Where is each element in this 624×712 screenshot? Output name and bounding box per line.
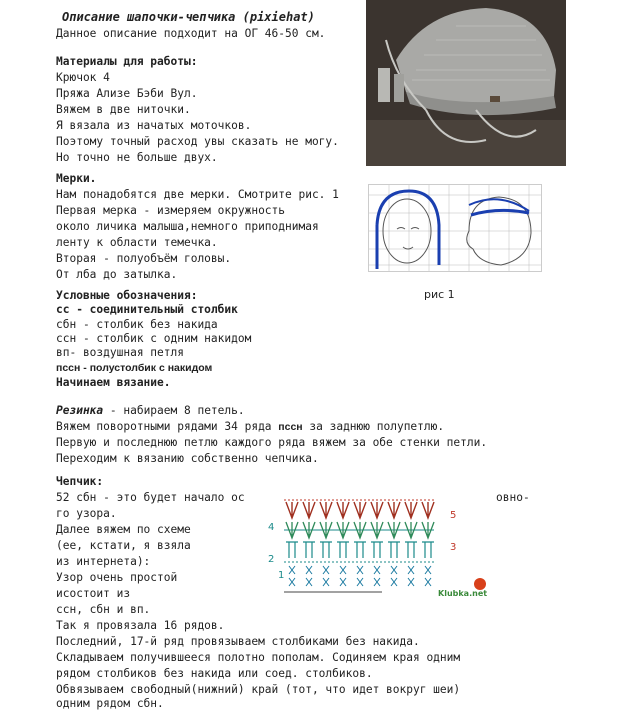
rib-title: Резинка — [56, 404, 104, 417]
bonnet-line: Последний, 17-й ряд провязываем столбиками без накида. — [56, 635, 420, 648]
stitch-single — [425, 566, 431, 586]
materials-line: Пряжа Ализе Бэби Вул. — [56, 87, 198, 100]
row-number: 5 — [450, 510, 457, 521]
watermark: Klubka.net — [438, 589, 488, 598]
legend-line: вп- воздушная петля — [56, 346, 184, 359]
rib-line-2 — [56, 419, 444, 435]
bonnet-line: Обвязываем свободный(нижний) край (тот, что идет вокруг шеи) — [56, 683, 461, 696]
bonnet-heading: Чепчик: — [56, 475, 104, 488]
hat-photo — [366, 0, 566, 166]
head-measure-figure — [368, 184, 542, 272]
chart-stitches — [286, 502, 434, 586]
legend-line: сбн - столбик без накида — [56, 318, 218, 331]
materials-line: Вяжем в две ниточки. — [56, 103, 191, 116]
stitch-double — [371, 542, 383, 558]
measures-line: около личика малыша,немного приподнимая — [56, 220, 319, 233]
bonnet-line: одним рядом сбн. — [56, 697, 164, 710]
measures-line: Вторая - полуобъём головы. — [56, 252, 232, 265]
stitch-single — [323, 566, 329, 586]
measures-line: ленту к области темечка. — [56, 236, 218, 249]
stitch-fan — [371, 502, 383, 518]
hat-illustration — [366, 0, 566, 166]
crochet-chart — [262, 492, 496, 602]
bonnet-line: (ее, кстати, я взяла — [56, 539, 191, 552]
rib-text: за заднюю полупетлю. — [302, 420, 445, 433]
bonnet-line-end: овно- — [496, 491, 530, 504]
rib-text: Вяжем поворотными рядами 34 ряда — [56, 420, 279, 433]
legend-heading: Условные обозначения: — [56, 289, 198, 302]
bonnet-line: Узор очень простой — [56, 571, 178, 584]
legend-line: пссн - полустолбик с накидом — [56, 362, 213, 374]
stitch-single — [289, 566, 295, 586]
measures-line: Первая мерка - измеряем окружность — [56, 204, 286, 217]
stitch-single — [391, 566, 397, 586]
stitch-double — [303, 542, 315, 558]
measures-line: Нам понадобятся две мерки. Смотрите рис. 1 — [56, 188, 339, 201]
bonnet-line: Складываем получившееся полотно пополам. Содиняем края одним — [56, 651, 461, 664]
bonnet-line: рядом столбиков без накида или соед. столбиков. — [56, 667, 373, 680]
stitch-fan — [422, 502, 434, 518]
stitch-single — [374, 566, 380, 586]
stitch-double — [405, 542, 417, 558]
rib-line-1 — [56, 403, 245, 419]
stitch-fan — [354, 502, 366, 518]
stitch-fan — [405, 502, 417, 518]
materials-line: Крючок 4 — [56, 71, 110, 84]
stitch-double — [388, 542, 400, 558]
figure-caption: рис 1 — [424, 288, 455, 301]
legend-line: ссн - столбик с одним накидом — [56, 332, 252, 345]
legend-line: сс - соединительный столбик — [56, 303, 238, 316]
materials-heading: Материалы для работы: — [56, 55, 198, 68]
row-number: 4 — [268, 522, 275, 533]
stitch-fan — [337, 502, 349, 518]
stitch-single — [306, 566, 312, 586]
bonnet-line: из интернета): — [56, 555, 151, 568]
bonnet-line: исостоит из — [56, 587, 131, 600]
bonnet-line: 52 сбн - это будет начало ос — [56, 491, 245, 504]
crochet-chart-svg — [262, 492, 496, 602]
stitch-fan — [320, 502, 332, 518]
measures-heading: Мерки. — [56, 172, 97, 185]
stitch-fan — [303, 502, 315, 518]
bonnet-line: Далее вяжем по схеме — [56, 523, 191, 536]
stitch-double — [286, 542, 298, 558]
stitch-double — [320, 542, 332, 558]
bonnet-line: Так я провязала 16 рядов. — [56, 619, 225, 632]
rib-stitch-label: пссн — [278, 421, 303, 433]
stitch-double — [337, 542, 349, 558]
stitch-single — [357, 566, 363, 586]
row-number: 1 — [278, 570, 285, 581]
measures-line: От лба до затылка. — [56, 268, 178, 281]
rib-line-3: Первую и последнюю петлю каждого ряда вяжем за обе стенки петли. — [56, 436, 488, 449]
stitch-double — [422, 542, 434, 558]
bonnet-line: го узора. — [56, 507, 117, 520]
stitch-double — [354, 542, 366, 558]
stitch-fan — [388, 502, 400, 518]
stitch-fan — [286, 502, 298, 518]
start-heading: Начинаем вязание. — [56, 376, 171, 389]
row-number: 2 — [268, 554, 275, 565]
rib-line-4: Переходим к вязанию собственно чепчика. — [56, 452, 319, 465]
head-measure-diagram — [369, 185, 541, 271]
bonnet-line: ссн, сбн и вп. — [56, 603, 151, 616]
rib-text: - набираем 8 петель. — [103, 404, 245, 417]
page-subtitle: Данное описание подходит на ОГ 46-50 см. — [56, 27, 326, 40]
page-title: Описание шапочки-чепчика (pixiehat) — [62, 10, 315, 24]
row-number: 3 — [450, 542, 457, 553]
materials-line: Я вязала из начатых моточков. — [56, 119, 252, 132]
stitch-single — [340, 566, 346, 586]
materials-line: Но точно не больше двух. — [56, 151, 218, 164]
materials-line: Поэтому точный расход увы сказать не могу. — [56, 135, 339, 148]
stitch-single — [408, 566, 414, 586]
